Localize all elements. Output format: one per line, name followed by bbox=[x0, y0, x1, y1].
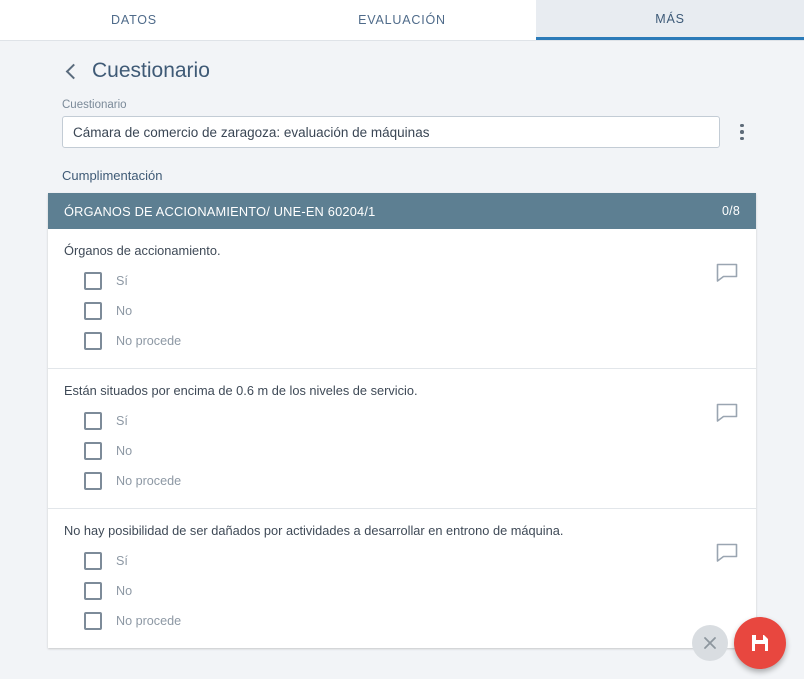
option-label: Sí bbox=[116, 414, 128, 428]
question-options bbox=[64, 406, 740, 496]
tab-datos-label: DATOS bbox=[111, 13, 157, 27]
chevron-left-icon[interactable] bbox=[62, 62, 80, 80]
option-label: No bbox=[116, 584, 133, 598]
option-label: No procede bbox=[116, 614, 182, 628]
option-label: No procede bbox=[116, 334, 182, 348]
checkbox[interactable] bbox=[84, 612, 102, 630]
save-icon bbox=[748, 631, 772, 655]
save-button[interactable] bbox=[734, 617, 786, 669]
questionnaire-field-line bbox=[62, 116, 756, 148]
questionnaire-field-label: Cuestionario bbox=[62, 99, 127, 111]
checkbox[interactable] bbox=[84, 332, 102, 350]
question-item bbox=[48, 509, 756, 648]
question-text: No hay posibilidad de ser dañados por actividades a desarrollar en entrono de máquina. bbox=[64, 523, 564, 538]
question-text: Órganos de accionamiento. bbox=[64, 243, 221, 258]
question-item bbox=[48, 369, 756, 509]
questionnaire-field-group bbox=[0, 89, 804, 148]
tab-mas-label: MÁS bbox=[655, 11, 685, 26]
checkbox[interactable] bbox=[84, 472, 102, 490]
option-label: Sí bbox=[116, 274, 128, 288]
option-row[interactable] bbox=[64, 436, 740, 466]
option-row[interactable] bbox=[64, 406, 740, 436]
question-item bbox=[48, 229, 756, 369]
tab-datos[interactable] bbox=[0, 0, 268, 40]
card-progress-count: 0/8 bbox=[722, 204, 740, 218]
comment-icon[interactable] bbox=[716, 543, 738, 562]
top-tab-bar bbox=[0, 0, 804, 41]
tab-mas[interactable] bbox=[536, 0, 804, 40]
question-options bbox=[64, 266, 740, 356]
option-row[interactable] bbox=[64, 466, 740, 496]
option-label: Sí bbox=[116, 554, 128, 568]
tab-evaluacion[interactable] bbox=[268, 0, 536, 40]
checkbox[interactable] bbox=[84, 442, 102, 460]
checkbox[interactable] bbox=[84, 552, 102, 570]
checkbox[interactable] bbox=[84, 412, 102, 430]
checkbox[interactable] bbox=[84, 272, 102, 290]
question-text: Están situados por encima de 0.6 m de los niveles de servicio. bbox=[64, 383, 418, 398]
checkbox[interactable] bbox=[84, 302, 102, 320]
question-options bbox=[64, 546, 740, 636]
card-header[interactable] bbox=[48, 193, 756, 229]
kebab-menu-icon[interactable] bbox=[728, 116, 756, 148]
questionnaire-card bbox=[48, 193, 756, 648]
cumplimentacion-link[interactable]: Cumplimentación bbox=[62, 168, 163, 183]
comment-icon[interactable] bbox=[716, 263, 738, 282]
tab-evaluacion-label: EVALUACIÓN bbox=[358, 13, 446, 27]
comment-icon[interactable] bbox=[716, 403, 738, 422]
card-title: ÓRGANOS DE ACCIONAMIENTO/ UNE-EN 60204/1 bbox=[64, 203, 376, 219]
option-row[interactable] bbox=[64, 546, 740, 576]
checkbox[interactable] bbox=[84, 582, 102, 600]
close-icon[interactable] bbox=[692, 625, 728, 661]
page-header bbox=[0, 41, 804, 89]
option-row[interactable] bbox=[64, 296, 740, 326]
option-row[interactable] bbox=[64, 326, 740, 356]
option-row[interactable] bbox=[64, 606, 740, 636]
option-label: No bbox=[116, 304, 133, 318]
questionnaire-input[interactable] bbox=[62, 116, 720, 148]
option-label: No procede bbox=[116, 474, 182, 488]
option-row[interactable] bbox=[64, 266, 740, 296]
option-row[interactable] bbox=[64, 576, 740, 606]
page-content bbox=[0, 41, 804, 679]
page-title: Cuestionario bbox=[92, 59, 210, 82]
option-label: No bbox=[116, 444, 133, 458]
